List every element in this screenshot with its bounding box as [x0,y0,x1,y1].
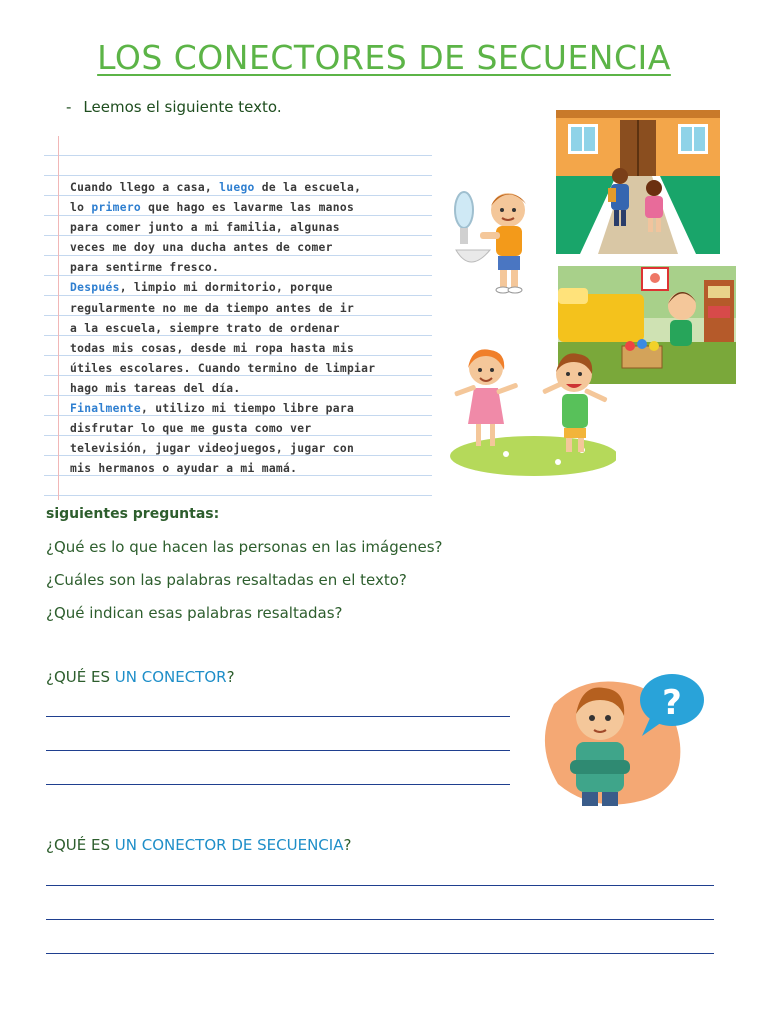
passage-segment: a la escuela, siempre trato de ordenar [70,321,340,335]
passage-segment: mis hermanos o ayudar a mi mamá. [70,462,298,476]
passage-segment: televisión, jugar videojuegos, jugar con [70,442,355,456]
highlighted-connector: Finalmente [70,402,142,416]
school-building-illustration [556,110,720,254]
section-question-sequence-connector [46,836,351,854]
passage-text [70,178,428,479]
passage-segment: hago mis tareas del día. [70,381,241,395]
question-3: ¿Qué indican esas palabras resaltadas? [46,604,343,622]
highlighted-connector: Después [70,281,120,295]
intro-instruction [66,98,282,116]
passage-segment: para sentirme fresco. [70,261,220,275]
page-title: LOS CONECTORES DE SECUENCIA [97,38,671,77]
passage-segment: de la escuela, [254,181,362,194]
answer-line[interactable] [46,919,714,920]
section2-prefix: ¿QUÉ ES [46,836,115,854]
section1-suffix: ? [226,668,235,686]
passage-line [70,178,428,198]
section1-prefix: ¿QUÉ ES [46,668,115,686]
passage-segment: veces me doy una ducha antes de comer [70,241,333,255]
passage-line [70,419,428,439]
passage-line [70,198,428,218]
passage-segment: regularmente no me da tiempo antes de ir [70,301,355,315]
passage-segment: útiles escolares. Cuando termino de limpiar [70,361,376,375]
passage-segment: todas mis cosas, desde mi ropa hasta mis [70,341,355,355]
intro-text: Leemos el siguiente texto. [83,98,282,116]
passage-segment: lo [70,201,92,215]
passage-segment: que hago es lavarme las manos [141,201,355,215]
passage-segment: para comer junto a mi familia, algunas [70,221,340,235]
passage-line [70,299,428,319]
passage-line [70,278,428,298]
thinking-boy-illustration [534,664,712,812]
answer-line[interactable] [46,784,510,785]
section2-highlight: UN CONECTOR DE SECUENCIA [114,836,344,854]
notebook-margin-line [58,136,59,500]
passage-line [70,258,428,278]
notebook-passage [44,136,432,500]
passage-segment: Cuando llego a casa, [70,181,220,194]
passage-line [70,218,428,238]
section2-suffix: ? [343,836,352,854]
passage-segment: , limpio mi dormitorio, porque [119,281,333,295]
answer-line[interactable] [46,953,714,954]
passage-line [70,459,428,479]
questions-heading: siguientes preguntas: [46,506,220,522]
question-2: ¿Cuáles son las palabras resaltadas en el texto? [46,571,407,589]
svg-text:?: ? [662,683,682,723]
answer-line[interactable] [46,716,510,717]
intro-dash: - [66,98,72,116]
passage-line [70,339,428,359]
passage-line [70,439,428,459]
highlighted-connector: primero [91,201,142,215]
answer-line[interactable] [46,750,510,751]
passage-line [70,359,428,379]
passage-line [70,319,428,339]
passage-line [70,379,428,399]
section1-highlight: UN CONECTOR [114,668,227,686]
passage-line [70,238,428,258]
passage-line [70,399,428,419]
section-question-connector [46,668,235,686]
highlighted-connector: luego [219,181,255,194]
children-playing-illustration [446,344,616,478]
passage-segment: disfrutar lo que me gusta como ver [70,422,312,436]
question-1: ¿Qué es lo que hacen las personas en las imágenes? [46,538,443,556]
boy-washing-hands-illustration [450,180,550,298]
answer-line[interactable] [46,885,714,886]
passage-segment: , utilizo mi tiempo libre para [141,402,355,416]
